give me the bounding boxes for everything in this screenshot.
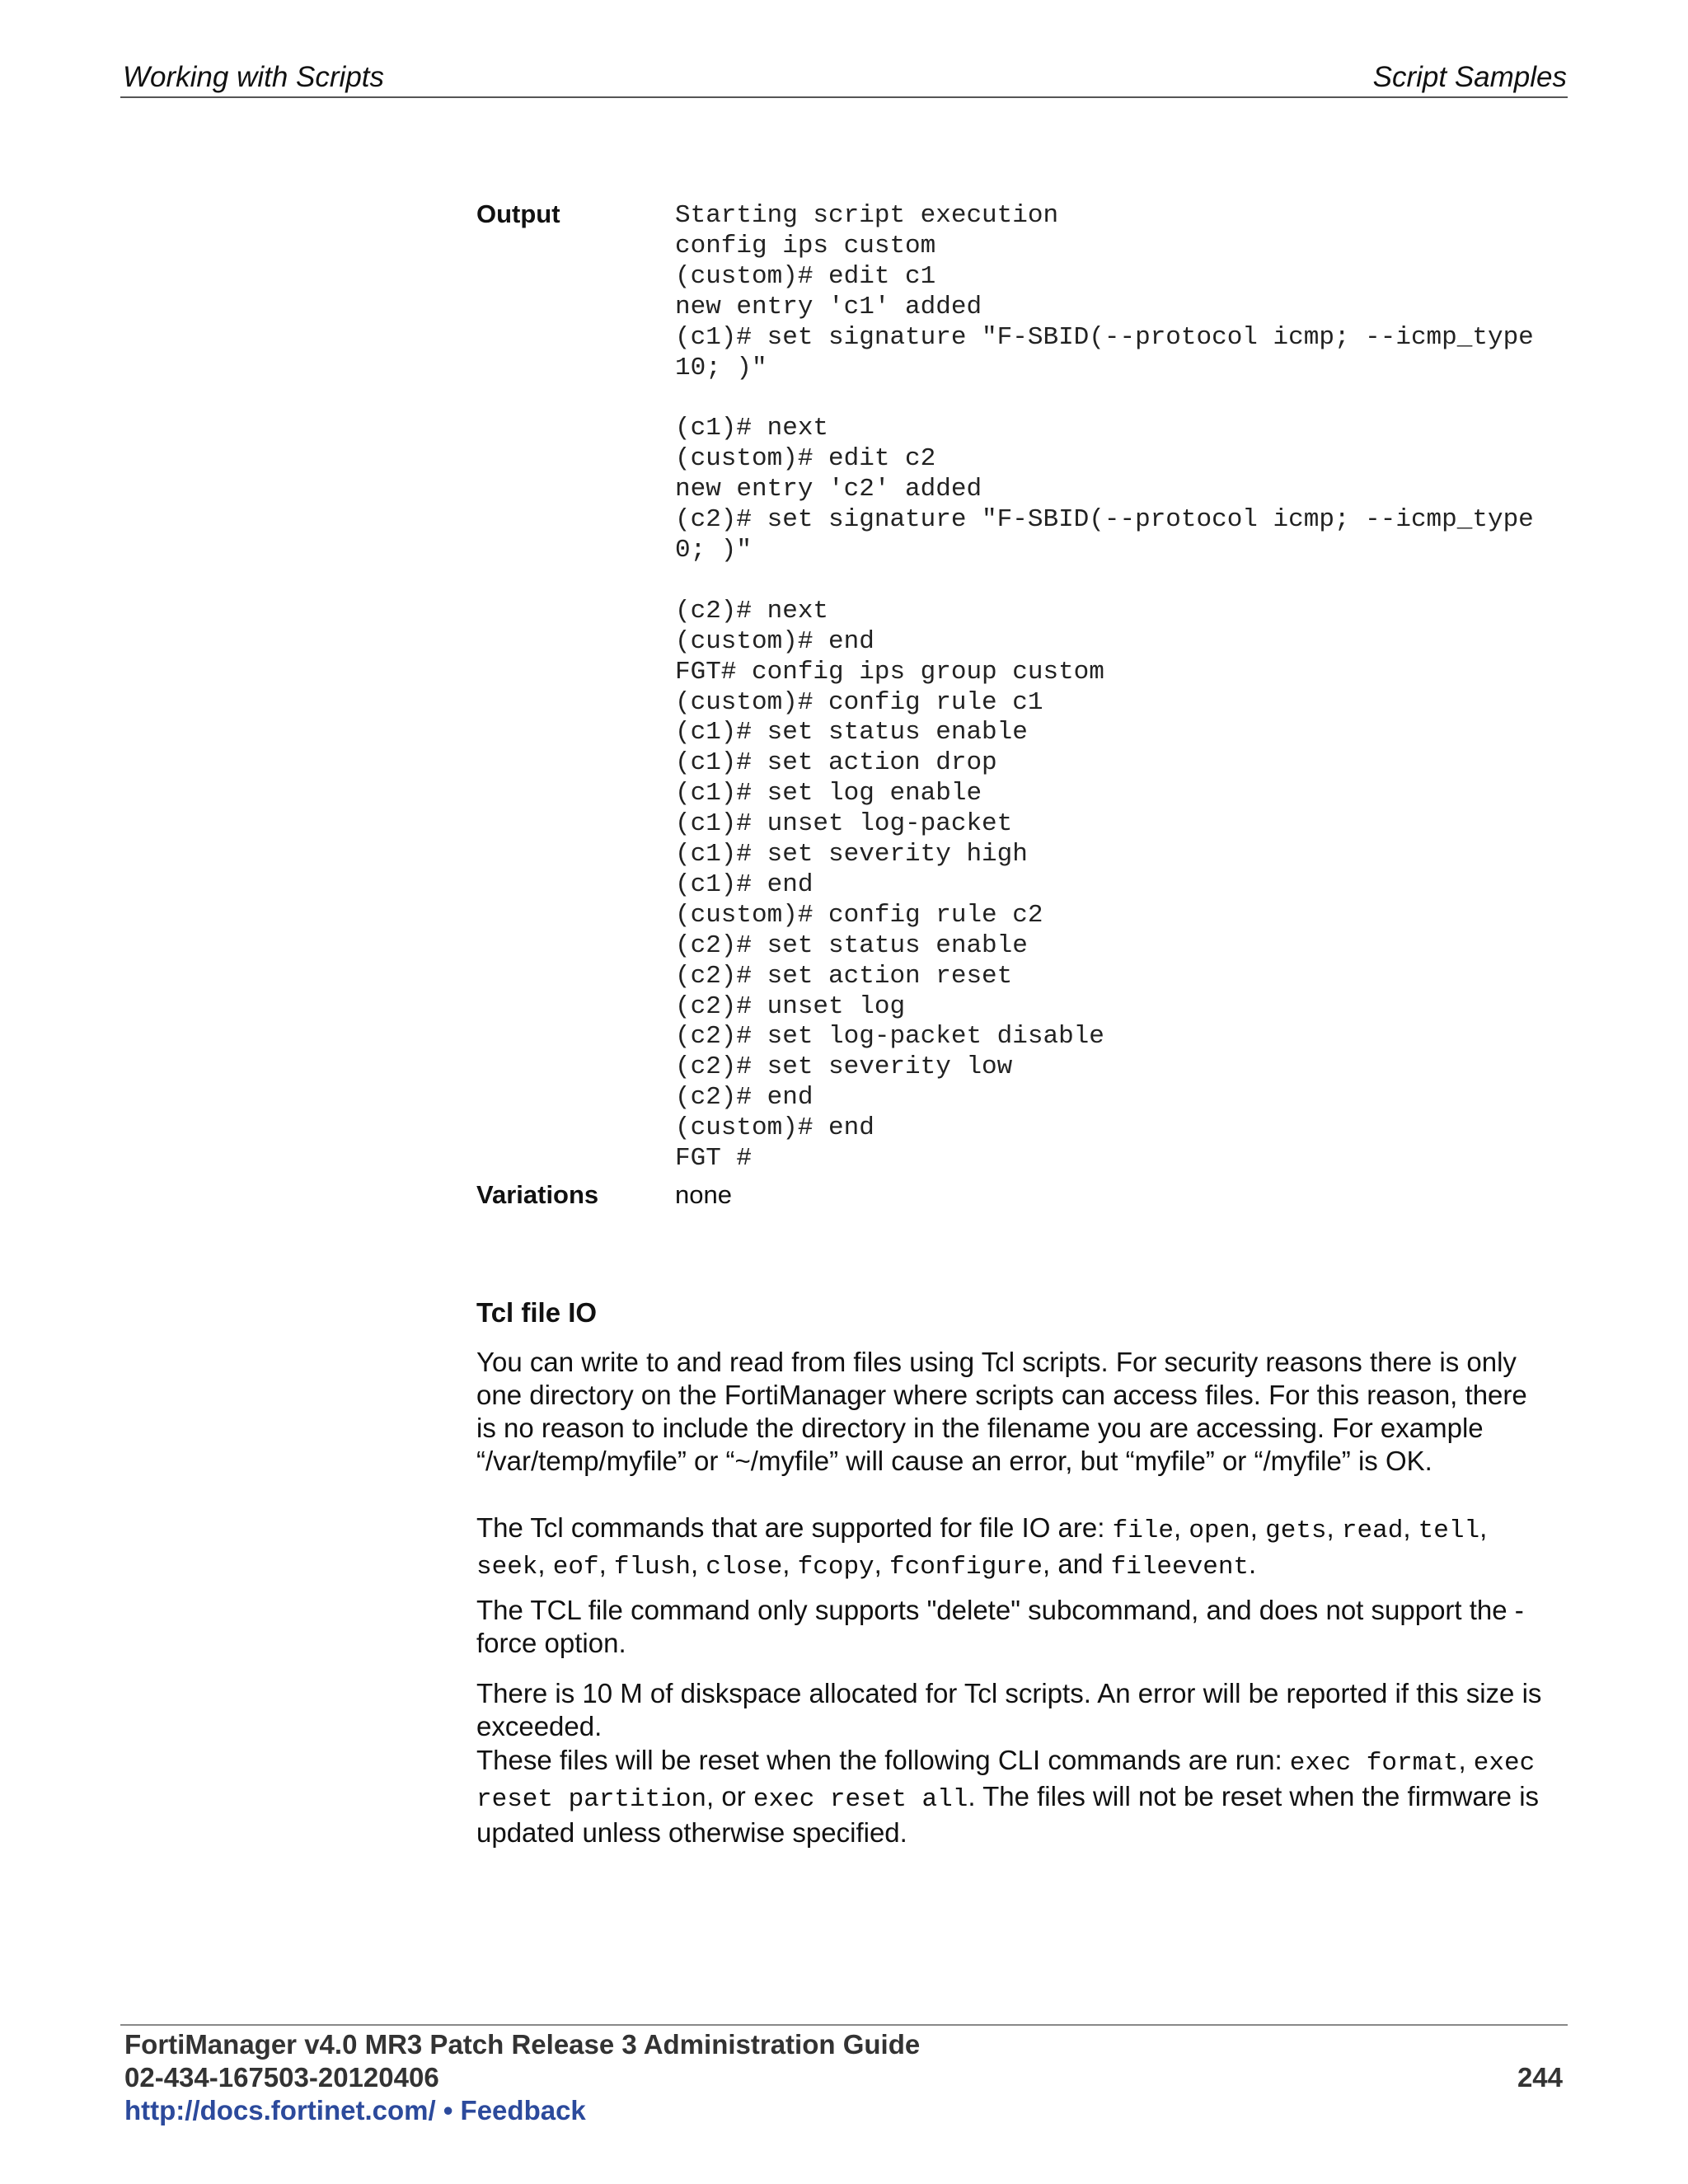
command-fileevent: fileevent [1110, 1553, 1250, 1582]
reset-separator-1: , [1458, 1745, 1474, 1775]
supported-commands-intro: The Tcl commands that are supported for file IO are: [476, 1512, 1113, 1543]
docs-link[interactable]: http://docs.fortinet.com/ [124, 2095, 436, 2125]
paragraph-supported-commands: The Tcl commands that are supported for file IO are: file, open, gets, read, tell, seek, eof, flush, close, fcopy, fconfigure, and fileevent. [476, 1512, 1488, 1582]
header-section-title: Script Samples [1372, 61, 1567, 93]
command-read: read [1341, 1516, 1404, 1545]
header-divider [120, 96, 1568, 98]
command-file: file [1112, 1516, 1175, 1545]
command-fcopy: fcopy [797, 1553, 874, 1582]
command-exec-reset-partition: exec reset partition [476, 1749, 1536, 1814]
footer-divider [120, 2024, 1568, 2026]
command-fconfigure: fconfigure [889, 1553, 1043, 1582]
footer-guide-title: FortiManager v4.0 MR3 Patch Release 3 Administration Guide [124, 2029, 921, 2060]
commands-end-period: . [1249, 1549, 1257, 1579]
command-exec-reset-all: exec reset all [753, 1785, 968, 1814]
command-tell: tell [1418, 1516, 1480, 1545]
reset-outro: . The files will not be reset when the firmware is updated unless otherwise specified. [476, 1781, 1540, 1848]
command-exec-format: exec format [1289, 1749, 1459, 1778]
footer-link-separator: • [435, 2095, 461, 2125]
reset-intro: These files will be reset when the following CLI commands are run: [476, 1745, 1290, 1775]
command-open: open [1189, 1516, 1250, 1545]
output-code-block: Starting script execution config ips custom (custom)# edit c1 new entry 'c1' added (c1)# set signature "F-SBID(--protocol icmp; --icmp_type 10; )" (c1)# next (custom)# edit c2 new entry 'c2' added (c2)# set signature "F-SBID(--protocol icmp; --icmp_type 0; )" (c2)# next (custom)# end FGT# config ips group custom (custom)# config rule c1 (c1)# set status enable (c1)# set action drop (c1)# set log enable (c1)# unset log-packet (c1)# set severity high (c1)# end (custom)# config rule c2 (c2)# set status enable (c2)# set action reset (c2)# unset log (c2)# set log-packet disable (c2)# set severity low (c2)# end (custom)# end FGT # [675, 201, 1534, 1174]
variations-value: none [675, 1180, 732, 1209]
command-gets: gets [1265, 1516, 1327, 1545]
reset-separator-2: , or [706, 1781, 753, 1811]
commands-and-text: , and [1043, 1549, 1111, 1579]
feedback-link[interactable]: Feedback [460, 2095, 586, 2125]
command-flush: flush [613, 1553, 691, 1582]
paragraph-file-access: You can write to and read from files using Tcl scripts. For security reasons there is only one directory on the FortiManager where scripts can access files. For this reason, there is no reason to include the directory in the filename you are accessing. For example “/var/temp/myfile” or “~/myfile” will cause an error, but “myfile” or “/myfile” is OK. [476, 1347, 1527, 1476]
footer-links [124, 2095, 586, 2126]
header-chapter-title: Working with Scripts [123, 61, 385, 93]
command-eof: eof [552, 1553, 599, 1582]
paragraph-file-command: The TCL file command only supports "delete" subcommand, and does not support the -force option. [476, 1595, 1524, 1658]
section-heading: Tcl file IO [476, 1297, 598, 1328]
paragraph-diskspace: There is 10 M of diskspace allocated for Tcl scripts. An error will be reported if this size is exceeded. [476, 1678, 1542, 1741]
page-number: 244 [1517, 2062, 1563, 2093]
footer-document-id: 02-434-167503-20120406 [124, 2062, 439, 2093]
command-close: close [706, 1553, 783, 1582]
variations-label: Variations [476, 1180, 599, 1209]
output-label: Output [476, 199, 560, 228]
paragraph-reset-files [476, 1744, 1548, 1849]
command-seek: seek [476, 1553, 538, 1582]
